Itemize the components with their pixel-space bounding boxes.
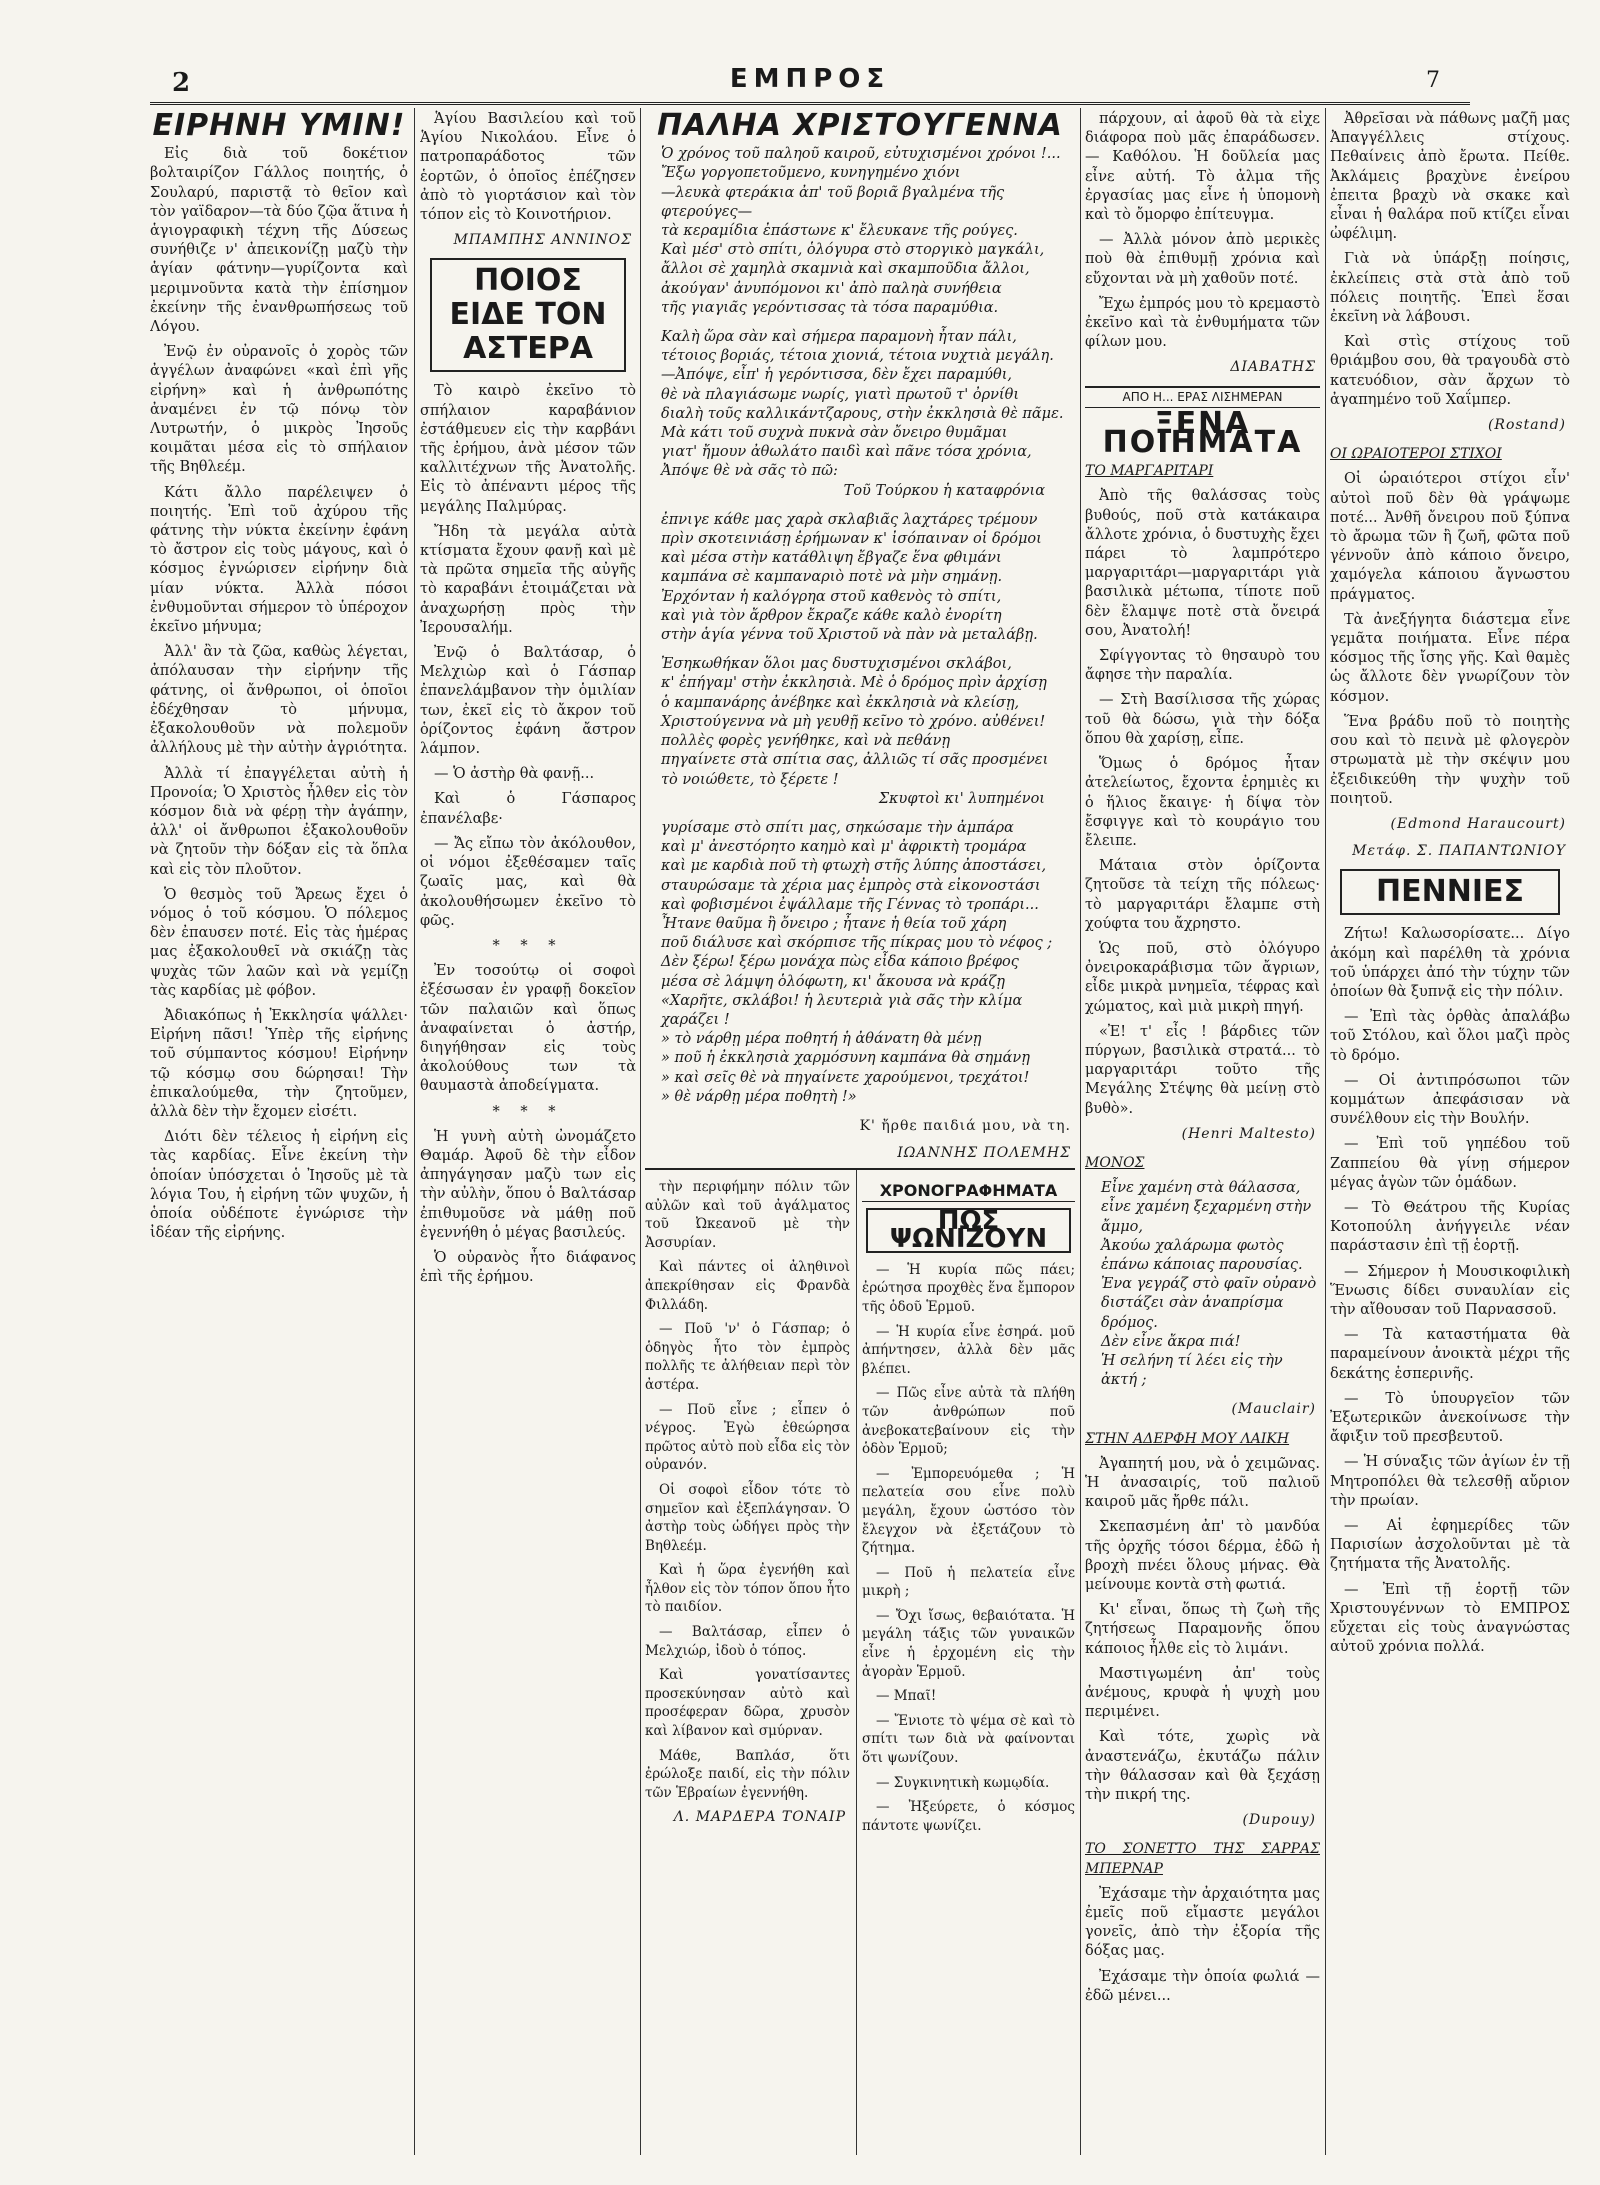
- article-paragraph: — Ἐπὶ τὰς ὁρθὰς ἀπαλάβω τοῦ Στόλου, καὶ ὅλοι μαζὶ πρὸς τὸ δρόμο.: [1330, 1009, 1570, 1064]
- article-paragraph: — Ὁ ἀστὴρ θὰ φανῇ...: [434, 766, 595, 783]
- article-paragraph: Καὶ στὶς στίχους τοῦ θριάμβου σου, θὰ τραγουδὰ στὸ κατευόδιον, σὰν ἄρχων τὸ ἀγαπημένο τοῦ Χαΐμπερ.: [1330, 334, 1570, 408]
- article-author: (Edmond Haraucourt): [1390, 815, 1566, 832]
- column-rule: [856, 1170, 857, 2155]
- article-paragraph: — Ἐπὶ τῇ ἑορτῇ τῶν Χριστουγέννων τὸ ΕΜΠΡΟΣ εὔχεται εἰς τοὺς ἀναγνώστας αὐτοῦ χρόνια πολλά.: [1330, 1581, 1570, 1656]
- article-paragraph: Διότι δὲν τέλειος ἡ εἰρήνη εἰς τὰς καρδίας. Εἶνε ἐκείνη τὴν ὁποίαν ὑπόσχεται ὁ Ἰησοῦς μὲ τὰ λόγια Του, ἡ εἰρήνη τῶν ψυχῶν, ἡ ὁποία οὐδέποτε ἐγνώρισε τὴν ἰδέαν τῆς εἰρήνης.: [150, 1129, 408, 1242]
- poem-line: καὶ με καρδιὰ ποῦ τὴ φτωχὴ στῆς λύπης ἀποστάσει,: [661, 858, 1047, 875]
- article-author: (Rostand): [1487, 417, 1566, 434]
- article-paragraph: Ἡ γυνὴ αὐτὴ ὠνομάζετο Θαμάρ. Ἀφοῦ δὲ τὴν εἶδον ἀπηγάγησαν μαζὺ των εἰς τὴν αὐλὴν, ὅπου ὁ Βαλτάσαρ ἐπιθυμοῦσε νὰ μάθῃ ποῦ ἐγεννήθη ὁ μέγας βασιλεύς.: [420, 1128, 636, 1241]
- poem-line: Τοῦ Τούρκου ἡ καταφρόνια: [843, 482, 1045, 499]
- article-paragraph: Οἱ ὡραιότεροι στίχοι εἶν' αὐτοὶ ποῦ δὲν θὰ γράψωμε ποτέ... Ἀνθῆ ὄνειρου ποῦ ξύπνα τὸ ἄρωμα τῶν ἢ ζωῆ, φῶτα ποῦ γέννοῦν ἀπὸ κάποιο ὄνειρο, χαμόγελα κάποιου ἄγνωστου πράγματος.: [1330, 471, 1570, 603]
- article-paragraph: Ἐνῷ ἐν οὐρανοῖς ὁ χορὸς τῶν ἀγγέλων ἀναφώνει «καὶ ἐπὶ γῆς εἰρήνη» καὶ ἡ ἀνθρωπότης ἀναμένει ἐν τῷ πόνῳ τὸν Λυτρωτήν, ὁ μικρὸς Ἰησοῦς κοιμᾶται μέσα εἰς τὸ σπήλαιον τῆς Βηθλεέμ.: [150, 344, 408, 476]
- article-paragraph: Ἕνα βράδυ ποῦ τὸ ποιητὴς σου καὶ τὸ πεινὰ μὲ φλογερὸν στρωματὰ μὲ τὴν σκέψιν μου ἐξειδικεύθη τὴν ψυχὴν τοῦ ποιητοῦ.: [1330, 713, 1570, 807]
- column-rule: [1080, 108, 1081, 2155]
- column-rule: [414, 108, 415, 2155]
- poem-line: τὰ κεραμίδια ἐπάστωνε κ' ἔλευκανε τῆς ρούγες.: [661, 223, 1018, 240]
- article-paragraph: — Ἄς εἴπω τὸν ἀκόλουθον, οἱ νόμοι ἐξεθέσαμεν ταῖς ζωαῖς μας, καὶ θὰ ἀκολουθήσωμεν ἐκεῖνο τὸ φῶς.: [420, 835, 636, 929]
- column-1: [150, 110, 408, 2157]
- article-paragraph: Σφίγγοντας τὸ θησαυρὸ του ἄφησε τὴν παραλία.: [1085, 648, 1320, 684]
- article-paragraph: Ἐχάσαμε τὴν ἀρχαιότητα μας ἐμεῖς ποῦ εἴμαστε μεγάλοι γονεῖς, ἀπὸ τὴν ἐξορία τῆς δόξας μας.: [1085, 1885, 1320, 1960]
- poem-line: ποῦ διάλυσε καὶ σκόρπισε τῆς πίκρας μου τὸ νέφος ;: [661, 935, 1053, 952]
- poem-title: ΜΟΝΟΣ: [1085, 1154, 1145, 1171]
- poem-line: ὁ καμπανάρης ἀνέβηκε καὶ ἐκκλησιὰ νὰ κλείσῃ,: [661, 694, 1020, 711]
- article-paragraph: Καὶ γονατίσαντες προσεκύνησαν αὐτὸ καὶ προσέφεραν δῶρα, χρυσὸν καὶ λίβανον καὶ σμύρναν.: [645, 1667, 850, 1740]
- poem-stanza: [645, 819, 1075, 1107]
- poem-line: πηγαίνετε στὰ σπίτια σας, ἀλλιῶς τί σᾶς προσμένει: [661, 752, 1049, 769]
- poem-title: ΤΟ ΜΑΡΓΑΡΙΤΑΡΙ: [1085, 463, 1214, 480]
- article-paragraph: — Μπαῖ!: [876, 1688, 937, 1705]
- separator-stars: * * *: [492, 1103, 564, 1120]
- article-paragraph: Μάθε, Βαπλάσ, ὅτι ἐρώλοξε παιδί, εἰς τὴν πόλιν τῶν Ἑβραίων ἐγεννήθη.: [645, 1747, 850, 1801]
- poem-line: γιατ' ἤμουν ἀθωλάτο παιδὶ καὶ πᾶνε τόσα χρόνια,: [661, 444, 1032, 461]
- article-paragraph: — Ποῦ εἶνε ; εἶπεν ὁ νέγρος. Ἐγὼ ἐθεώρησα πρῶτος αὐτὸ ποὺ εἶδα εἰς τὸν οὐρανόν.: [645, 1401, 850, 1474]
- poem-article: [645, 110, 1075, 1160]
- article-paragraph: Ὁ θεσμὸς τοῦ Ἄρεως ἔχει ὁ νόμος ὁ τοῦ κόσμου. Ὁ πόλεμος δὲν ἐπαυσεν ποτέ. Εἰς τὰς ἡμέρας μας ἐξακολουθεῖ νὰ σκιάζῃ τὰς ψυχὰς τῶν λαῶν καὶ νὰ γεμίζῃ τὰς καρδίας μὲ φόβον.: [150, 886, 408, 999]
- poem-line: καὶ μ' ἀνεστόρητο καημὸ καὶ μ' ἀφρικτὴ τρομάρα: [661, 839, 1027, 856]
- article-paragraph: Κάτι ἄλλο παρέλειψεν ὁ ποιητής. Ἐπὶ τοῦ ἀχύρου τῆς φάτνης τὴν νύκτα ἐκείνην ἐφάνη τὸ ἄστρον εἰς τοὺς μάγους, καὶ ὁ κόσμος ἐγνώρισεν εἰρήνην διὰ μίαν νύκτα. Ἀλλὰ πόσοι ἐνθυμοῦνται σήμερον τὸ ὑπέροχον ἐκεῖνο μήνυμα;: [150, 484, 408, 636]
- poem-line: τῆς γιαγιᾶς γερόντισσας τὰ τόσα παραμύθια.: [661, 299, 999, 316]
- separator-stars: * * *: [492, 937, 564, 954]
- article-paragraph: Ὡς ποῦ, στὸ ὀλόγυρο ὀνειροκαράβισμα τῶν ἄγριων, εἶδε μικρὰ μνημεῖα, τέφρας καὶ χώματος, καὶ μιὰ μικρὴ πηγή.: [1085, 940, 1320, 1015]
- poem-line: Μὰ κάτι τοῦ συχνὰ πυκνὰ σὰν ὄνειρο θυμᾶμαι: [661, 425, 1008, 442]
- article-paragraph: — Ἡ σύναξις τῶν ἁγίων ἐν τῇ Μητροπόλει θὰ τελεσθῇ αὔριον τὴν πρωίαν.: [1330, 1454, 1570, 1509]
- article-paragraph: Μαστιγωμένη ἀπ' τοὺς ἀνέμους, κρυφὰ ἡ ψυχὴ μου περιμένει.: [1085, 1665, 1320, 1721]
- article-paragraph: πάρχουν, αἱ ἀφοῦ θὰ τὰ εἶχε διάφορα ποὺ μᾶς ἐπαράδωσεν. — Καθόλου. Ἡ δοῦλεία μας εἶνε αὐτή. Τὸ ἀλμα τῆς ἐργασίας μας εἶνε ἡ ὑπομονὴ καὶ τὸ ὄμορφο ἐπίτευγμα.: [1085, 111, 1320, 224]
- poem-line: ἐπάνω κάποιας παρουσίας.: [1101, 1256, 1303, 1273]
- poem-line: «Χαρῆτε, σκλάβοι! ἡ λευτεριὰ γιὰ σᾶς τὴν κλίμα χαράζει !: [661, 992, 1023, 1028]
- article-paragraph: Ἀγαπητή μου, νὰ ὁ χειμῶνας. Ἡ ἀνασαιρίς, τοῦ παλιοῦ καιροῦ μᾶς ἤρθε πάλι.: [1085, 1455, 1320, 1511]
- article-paragraph: Ἀδιακόπως ἡ Ἐκκλησία ψάλλει· Εἰρήνη πᾶσι! Ὑπὲρ τῆς εἰρήνης τοῦ σύμπαντος κόσμου! Εἰρήνην τῷ κόσμῳ σου δώρησαι! Τὴν ἐπικαλούμεθα, τὴν ζητοῦμεν, ἀλλὰ δὲν τὴν ἔχομεν εἰσέτι.: [150, 1007, 408, 1120]
- article-paragraph: Καὶ πάντες οἱ ἀληθινοὶ ἀπεκρίθησαν εἰς Φρανδὰ Φιλλάδη.: [645, 1259, 850, 1313]
- poem-line: τὸ νοιώθετε, τὸ ξέρετε !: [661, 771, 839, 788]
- article-paragraph: Ἐν τοσούτῳ οἱ σοφοὶ ἐξέσωσαν ἐν γραφῇ δοκεῖον τῶν παλαιῶν καὶ ὅπως ἀναφαίνεται ὁ ἀστήρ, διηγήθησαν εἰς τοὺς ἀκολούθους των τὰ θαυμαστὰ ἀποδείγματα.: [420, 963, 636, 1095]
- poem-line: σταυρώσαμε τὰ χέρια μας ἐμπρὸς στὰ εἰκονοστάσι: [661, 877, 1041, 894]
- article-paragraph: — Βαλτάσαρ, εἶπεν ὁ Μελχιώρ, ἰδοὺ ὁ τόπος.: [645, 1624, 850, 1659]
- corner-mark: 7: [1426, 68, 1440, 93]
- article-paragraph: Ὅμως ὁ δρόμος ἦταν ἀτελείωτος, ἔχοντα ἐρημιὲς κι ὁ ἥλιος ἔκαιγε· ἡ δίψα τὸν ἔσφιγγε καὶ τὸ κουράγιο του ἔλειπε.: [1085, 756, 1320, 849]
- article-paragraph: Ἀλλὰ τί ἐπαγγέλεται αὐτὴ ἡ Προνοία; Ὁ Χριστὸς ἦλθεν εἰς τὸν κόσμον διὰ νὰ φέρῃ τὴν ἀγάπην, ἀλλ' οἱ ἄνθρωποι ἐξακολουθοῦν νὰ ζητοῦν τὴν δόξαν εἰς τὰ ὅπλα καὶ εἰς τὸν πλοῦτον.: [150, 765, 408, 878]
- article-paragraph: Μάταια στὸν ὁρίζοντα ζητοῦσε τὰ τείχη τῆς πόλεως· τὸ μαργαριτάρι ἔλαμπε στὴ χούφτα του ἄχρηστο.: [1085, 858, 1320, 932]
- poem-line: Ἐρχόνταν ἡ καλόγρηα στοῦ καθενὸς τὸ σπίτι,: [661, 588, 1002, 605]
- poem-line: γυρίσαμε στὸ σπίτι μας, σηκώσαμε τὴν ἀμπάρα: [661, 819, 1014, 836]
- article-paragraph: — Ἡ κυρία πῶς πάει; ἐρώτησα προχθὲς ἕνα ἔμπορον τῆς ὁδοῦ Ἑρμοῦ.: [862, 1261, 1075, 1315]
- article-paragraph: Ζήτω! Καλωσορίσατε... Δίγο ἀκόμη καὶ παρέλθη τὰ χρόνια τοῦ ὑπάρχει ἀπό τὴν τύχην τῶν ὁποίων θὰ ξυπνᾷ εἰς τὴν πόλιν.: [1330, 926, 1570, 1000]
- column-2: [420, 110, 636, 2157]
- poem-line: θὲ νὰ πλαγιάσωμε νωρίς, γιατὶ πρωτοῦ τ' ὀρνίθι: [661, 386, 1020, 403]
- article-paragraph: — Αἱ ἐφημερίδες τῶν Παρισίων ἀσχολοῦνται μὲ τὰ ζητήματα τῆς Ἀνατολῆς.: [1330, 1518, 1570, 1573]
- article-paragraph: Ἔχω ἐμπρός μου τὸ κρεμαστὸ ἐκεῖνο καὶ τὰ ἐνθυμήματα τῶν φίλων μου.: [1085, 295, 1320, 351]
- poem-line: στὴν ἁγία γέννα τοῦ Χριστοῦ νὰ πὰν νὰ μεταλάβῃ.: [661, 627, 1038, 644]
- article-author: (Dupouy): [1242, 1812, 1316, 1829]
- article-paragraph: — Ὄχι ἴσως, θεβαιότατα. Ἡ μεγάλη τάξις τῶν γυναικῶν εἶνε ἡ ἐρχομένη εἰς τὴν ἀγορὰν Ἑρμοῦ.: [862, 1607, 1075, 1680]
- article-paragraph: Ἀθρεῖσαι νὰ πάθωνς μαζῆ μας Ἀπαγγέλλεις στίχους. Πεθαίνεις ἀπὸ ἔρωτα. Πείθε. Ἀκλάμεις βραχὺνε ἐνείρου ἐπειτα βραχὺ νὰ σκακε καὶ εἶναι ἡ θαλάρα ποῦ κτίζει εἶναι ὠφέλιμη.: [1330, 111, 1570, 243]
- poem-line: ἀκούγαν' ἀνυπόμονοι κι' ἀπὸ παληὰ συνήθεια: [661, 280, 1002, 297]
- article-paragraph: Καὶ ἡ ὥρα ἐγενήθη καὶ ἦλθον εἰς τὸν τόπον ὅπου ἦτο τὸ παιδίον.: [645, 1562, 850, 1616]
- article-paragraph: — Ἐμπορευόμεθα ; Ἡ πελατεία σου εἶνε πολὺ μεγάλη, ἔχουν ὡστόσο τὸν ἔλεγχον νὰ ἐξετάζουν τὸ ζήτημα.: [862, 1465, 1075, 1557]
- poem-line: » ποῦ ἡ ἐκκλησιὰ χαρμόσυνη καμπάνα θὰ σημάνῃ: [661, 1050, 1030, 1067]
- article-paragraph: — Τὸ Θεάτρου τῆς Κυρίας Κοτοπούλη ἀνήγγειλε νέαν παράστασιν ἐπὶ τῇ ἑορτῇ.: [1330, 1199, 1570, 1255]
- poem-line: Ἦτανε θαῦμα ἢ ὄνειρο ; ἦτανε ἡ θεία τοῦ χάρη: [661, 915, 1007, 932]
- poem-line: » τὸ νάρθῃ μέρα ποθητή ἡ ἀθάνατη θὰ μένῃ: [661, 1031, 982, 1048]
- poem-stanza: [1085, 1179, 1320, 1390]
- article-paragraph: — Ἐπὶ τοῦ γηπέδου τοῦ Ζαππείου θὰ γίνῃ σήμερον μέγας ἀγὼν τῶν ὁμάδων.: [1330, 1136, 1570, 1191]
- poem-line: Καὶ μέσ' στὸ σπίτι, ὁλόγυρα στὸ στοργικὸ μαγκάλι,: [661, 242, 1045, 259]
- article-paragraph: Ἀπὸ τῆς θαλάσσας τοὺς βυθούς, ποῦ στὰ κατάκαιρα ἄλλοτε χρόνια, ὁ δυστυχὴς ἔχει πάρει τὸ λαμπρότερο μαργαριτάρι—μαργαριτάρι γιὰ βασιλικὰ μέτωπα, τίποτε ποῦ δὲν ἔλαμψε ποτὲ στὰ ὄνειρά σου, Ἀνατολή!: [1085, 488, 1320, 639]
- article-paragraph: Ἁγίου Βασιλείου καὶ τοῦ Ἁγίου Νικολάου. Εἶνε ὁ πατροπαράδοτος τῶν ἑορτῶν, ὁ ὁποῖος ἐπέζησεν ἀπὸ τὸ γιορτάσιον καὶ τὸν τόπον εἰς τὸ Κοινοτήριον.: [420, 111, 636, 224]
- poem-line: μέσα σὲ λάμψη ὁλόφωτη, κι' ἄκουσα νὰ κράζῃ: [661, 973, 1005, 990]
- poem-line: Ἀκούω χαλάρωμα φωτὸς: [1101, 1237, 1284, 1254]
- poem-line: πολλὲς φορὲς γενήθηκε, καὶ νὰ πεθάνῃ: [661, 733, 951, 750]
- poem-line: πρὶν σκοτεινιάσῃ ἐρήμωναν κ' ἰσόπαιναν οἱ δρόμοι: [661, 531, 1042, 548]
- article-paragraph: Τὸ καιρὸ ἐκεῖνο τὸ σπήλαιον καραβάνιον ἐστάθμευεν εἰς τὴν καρβάνι τῆς ἐρήμου, ἀνὰ μέσον τῶν καλλιτέχνων τῆς Ἀνατολῆς. Εἰς τὸ ἀπέναντι μέρος τῆς μεγάλης Παλμύρας.: [420, 383, 636, 515]
- column-5: [1330, 110, 1570, 2157]
- poem-line: Ἐσηκωθήκαν ὅλοι μας δυστυχισμένοι σκλάβοι,: [661, 656, 1012, 673]
- poem-line: —λευκὰ φτεράκια ἀπ' τοῦ βοριᾶ βγαλμένα τῆς φτερούγες—: [661, 184, 1005, 220]
- article-paragraph: Ἤδη τὰ μεγάλα αὐτὰ κτίσματα ἔχουν φανῇ καὶ μὲ τὰ πρῶτα σημεῖα τῆς αὐγῆς τὸ καραβάνι ἑτοιμάζεται νὰ ἀναχωρήσῃ πρὸς τὴν Ἰερουσαλήμ.: [420, 523, 636, 636]
- article-author: (Henri Maltesto): [1181, 1125, 1316, 1142]
- masthead: [150, 62, 1470, 105]
- section-divider: [645, 1168, 1075, 1170]
- poem-line: Ἡ σελήνη τί λέει εἰς τὴν ἀκτή ;: [1101, 1352, 1283, 1389]
- article-paragraph: — Τὸ ὑπουργεῖον τῶν Ἐξωτερικῶν ἀνεκοίνωσε τὴν ἄφιξιν τοῦ πρεσβευτοῦ.: [1330, 1390, 1570, 1446]
- article-author: Λ. ΜΑΡΔΕΡΑ ΤΟΝΑΙΡ: [673, 1809, 846, 1826]
- article-paragraph: Εἰς διὰ τοῦ δοκέτιον βολταιρίζον Γάλλος ποιητής, ὁ Σουλαρύ, παριστᾷ τὸ θεῖον καὶ τὸν γαϊδαρον—τὰ δύο ζῷα ἅτινα ἡ ἁγιογραφικὴ τέχνη τῆς Δύσεως συνήθιζε ν' ἀπεικονίζῃ μαζὺ τὴν ἁγίαν φάτνην—γυρίζοντα καὶ μεριμνοῦντα κατὰ τὴν ἐπίσημον ἐκείνην τῆς ἐνανθρωπήσεως τοῦ Λόγου.: [150, 146, 408, 336]
- article-paragraph: — Ποῦ 'ν' ὁ Γάσπαρ; ὁ ὁδηγὸς ἦτο τὸν ἐμπρὸς πολλῆς τε ἀλήθειαν περὶ τὸν ἀστέρα.: [645, 1321, 850, 1393]
- article-title: ΠΕΝΝΙΕΣ: [1340, 869, 1560, 915]
- poem-line: Ἀπόψε θὲ νὰ σᾶς τὸ πῶ:: [661, 463, 838, 480]
- article-paragraph: — Ἡ κυρία εἶνε ἐσηρά. μοῦ ἀπήντησεν, ἀλλὰ δὲν μᾶς βλέπει.: [862, 1323, 1075, 1377]
- article-paragraph: Ὁ οὐρανὸς ἦτο διάφανος ἐπὶ τῆς ἐρήμου.: [420, 1249, 636, 1286]
- article-paragraph: — Συγκινητικὴ κωμῳδία.: [876, 1774, 1050, 1791]
- article-paragraph: — Ἔνιοτε τὸ ψέμα σὲ καὶ τὸ σπίτι των διὰ νὰ φαίνονται ὅτι ψωνίζουν.: [862, 1712, 1075, 1767]
- poem-title: ΣΤΗΝ ΑΔΕΡΦΗ ΜΟΥ ΛΑΙΚΗ: [1085, 1430, 1290, 1447]
- article-paragraph: — Στὴ Βασίλισσα τῆς χώρας τοῦ θὰ δώσω, γιὰ τὴν δόξα ὅπου θὰ χαρίσῃ, εἶπε.: [1085, 692, 1320, 747]
- article-title: ΠΑΛΗΑ ΧΡΙΣΤΟΥΓΕΝΝΑ: [657, 110, 1063, 143]
- poem-line: καὶ φοβισμένοι ἐψάλλαμε τῆς Γέννας τὸ τροπάρι...: [661, 896, 1039, 913]
- article-author: ΙΩΑΝΝΗΣ ΠΟΛΕΜΗΣ: [897, 1145, 1071, 1160]
- poem-stanza: [645, 655, 1075, 809]
- article-paragraph: «Ἐ! τ' εἶς ! βάρδιες τῶν πύργων, βασιλικὰ στρατά... τὸ μαργαριτάρι τοῦτο τῆς Μεγάλης Στέψης θὰ μείνῃ στὸ βυθὸ».: [1085, 1023, 1320, 1117]
- article-title: ΠΟΙΟΣ ΕΙΔΕ ΤΟΝ ΑΣΤΕΡΑ: [430, 258, 626, 372]
- poem-line: Σκυφτοὶ κι' λυπημένοι: [878, 790, 1045, 807]
- poem-line: Δὲν εἶνε ἄκρα πιά!: [1101, 1333, 1241, 1350]
- poem-line: εἶνε χαμένη ξεχαρμένη στὴν ἄμμο,: [1101, 1199, 1312, 1235]
- article-paragraph: — Σήμερον ἡ Μουσικοφιλικὴ Ἕνωσις δίδει συναυλίαν εἰς τὴν αἴθουσαν τοῦ Παρνασσοῦ.: [1330, 1263, 1570, 1318]
- article-translator: Μετάφ. Σ. ΠΑΠΑΝΤΩΝΙΟΥ: [1352, 843, 1566, 860]
- article-paragraph: τὴν περιφήμην πόλιν τῶν αὐλῶν καὶ τοῦ ἀγάλματος τοῦ Ὠκεανοῦ μὲ τὴν Ἀσσυρίαν.: [645, 1179, 850, 1251]
- article-paragraph: Οἱ σοφοὶ εἶδον τότε τὸ σημεῖον καὶ ἐξεπλάγησαν. Ὁ ἀστὴρ τοὺς ὡδήγει πρὸς τὴν Βηθλεέμ.: [645, 1481, 850, 1554]
- poem-line: καμπάνα σὲ καμπαναριὸ ποτὲ νὰ μὴν σημάνῃ.: [661, 569, 1003, 586]
- article-paragraph: — Ἠξεύρετε, ὁ κόσμος πάντοτε ψωνίζει.: [862, 1799, 1075, 1834]
- article-paragraph: — Οἱ ἀντιπρόσωποι τῶν κομμάτων ἀπεφάσισαν νὰ συνέλθουν εἰς τὴν Βουλήν.: [1330, 1072, 1570, 1128]
- poem-line: Καλὴ ὥρα σὰν καὶ σήμερα παραμονὴ ἦταν πάλι,: [661, 329, 1017, 346]
- article-paragraph: Τὰ ἀνεξήγητα διάστεμα εἶνε γεμᾶτα ποιήματα. Εἶνε πέρα κόσμος τῆς ἴσης γῆς. Καὶ θαμὲς ὡς ἄλλοτε δὲν γνωρίζουν τὸν κόσμον.: [1330, 611, 1570, 705]
- poem-line: ἄλλοι σὲ χαμηλὰ σκαμνιὰ καὶ σκαμποῦδια ἄλλοι,: [661, 261, 1030, 278]
- article-paragraph: Ἐχάσαμε τὴν ὁποία φωλιά — ἐδῶ μένει...: [1085, 1968, 1320, 2004]
- section-header: ΧΡΟΝΟΓΡΑΦΗΜΑΤΑ: [862, 1182, 1075, 1202]
- poem-line: Ὁ χρόνος τοῦ παληοῦ καιροῦ, εὐτυχισμένοι χρόνοι !...: [661, 146, 1061, 163]
- poem-line: Ἔξω γοργοπετοῦμενο, κυνηγημένο χιόνι: [661, 165, 961, 182]
- poem-line: Δὲν ξέρω! ξέρω μονάχα πὼς εἶδα κάποιο βρέφος: [661, 954, 1019, 971]
- article-paragraph: Ἀλλ' ἂν τὰ ζῶα, καθὼς λέγεται, ἀπόλαυσαν τὴν εἰρήνην τῆς φάτνης, οἱ ἄνθρωποι, οἱ ὁποῖοι ἐδέχθησαν τὸ μήνυμα, ἐξακολουθοῦν νὰ πολεμοῦν ἀλλήλους μὲ τὴν αὐτὴν ἀγριότητα.: [150, 644, 408, 757]
- poem-line: —Ἀπόψε, εἶπ' ἡ γερόντισσα, δὲν ἔχει παραμύθι,: [661, 367, 1012, 384]
- column-rule: [1325, 108, 1326, 2155]
- poem-stanza: [645, 145, 1075, 318]
- poem-line: ἐπνιγε κάθε μας χαρὰ σκλαβιᾶς λαχτάρες τρέμουν: [661, 511, 1038, 528]
- article-author: ΜΠΑΜΠΗΣ ΑΝΝΙΝΟΣ: [453, 232, 632, 249]
- poem-line: κ' ἐπήγαμ' στὴν ἐκκλησιὰ. Μὲ ὁ δρόμος πρὶν ἀρχίσῃ: [661, 675, 1047, 692]
- article-paragraph: — Ἀλλὰ μόνον ἀπὸ μερικὲς ποὺ θὰ ἐπιθυμῇ χρόνια καὶ εὔχονται νὰ μὴ χαθοῦν ποτέ.: [1085, 232, 1320, 287]
- poem-line: καὶ μέσα στὴν κατάθλιψη ἔβγαζε ἕνα φθιμάνι: [661, 550, 1002, 567]
- poem-line: Εἶνε χαμένη στὰ θάλασσα,: [1101, 1180, 1301, 1197]
- article-paragraph: Σκεπασμένη ἀπ' τὸ μανδύα τῆς ὀρχῆς τόσοι δέρμα, ἐδῶ ἡ βροχὴ πνέει ὅλους μήνας. Θὰ μείνουμε κοντὰ στὴ φωτιά.: [1085, 1519, 1320, 1594]
- poem-line: Ἐνα γεγράζ στὸ φαῖν οὐρανὸ: [1101, 1276, 1317, 1293]
- article-paragraph: — Ποῦ ἡ πελατεία εἶνε μικρὴ ;: [862, 1564, 1075, 1600]
- poem-stanza: [645, 328, 1075, 501]
- column-3-lower-left: [645, 1178, 850, 2157]
- poem-line: » θὲ νάρθῃ μέρα ποθητὴ !»: [661, 1088, 857, 1105]
- article-paragraph: Καὶ τότε, χωρὶς νὰ ἀναστενάζω, ἐκυτάζω πάλιν τὴν θάλασσαν καὶ θὰ ξεχάσῃ τὴν πικρή της.: [1085, 1729, 1320, 1804]
- article-paragraph: Καὶ ὁ Γάσπαρος ἐπανέλαβε·: [420, 791, 636, 827]
- poem-closing: Κ' ἤρθε παιδιά μου, νὰ τη.: [859, 1117, 1071, 1134]
- poem-title: ΟΙ ΩΡΑΙΟΤΕΡΟΙ ΣΤΙΧΟΙ: [1330, 446, 1502, 463]
- poem-line: Χριστούγεννα νὰ μὴ γευθῇ κεῖνο τὸ χρόνο. αὐθένει!: [661, 713, 1046, 730]
- poem-title: ΤΟ ΣΟΝΕΤΤΟ ΤΗΣ ΣΑΡΡΑΣ ΜΠΕΡΝΑΡ: [1085, 1841, 1320, 1877]
- poem-line: καὶ γιὰ τὸν ἄρθρον ἔκραζε κάθε καλὸ ἐνορίτη: [661, 607, 1002, 624]
- article-paragraph: Γιὰ νὰ ὑπάρξῃ ποίησις, ἐκλείπεις στὰ στὰ ἀπὸ τοῦ πόλεις ποιητῆς. Ἐπεὶ ἕσαι ἐκεῖνη νὰ λάβουσι.: [1330, 251, 1570, 326]
- poem-line: » καὶ σεῖς θὲ νὰ πηγαίνετε χαρούμενοι, τρεχάτοι!: [661, 1069, 1030, 1086]
- section-kicker: ΑΠΟ Η... ΕΡΑΣ ΛΙΣΗΜΕΡΑΝ: [1085, 386, 1320, 408]
- poem-stanza: [645, 511, 1075, 645]
- poem-line: διαλὴ τοῦς καλλικάντζαρους, στὴν ἐκκλησιὰ θὲ πᾶμε.: [661, 405, 1064, 422]
- article-paragraph: — Τὰ καταστήματα θὰ παραμείνουν ἀνοικτὰ μέχρι τῆς δεκάτης ἑσπερινῆς.: [1330, 1327, 1570, 1382]
- page-number: 2: [172, 68, 191, 98]
- column-3-lower-right: [862, 1178, 1075, 2157]
- article-paragraph: Κι' εἶναι, ὅπως τὴ ζωὴ τῆς ζητήσεως Παραμονῆς ὅπου κάποιος ἦλθε εἰς τὸ λιμάνι.: [1085, 1602, 1320, 1657]
- poem-line: διστάζει σὰν ἀναπρίσμα δρόμος.: [1101, 1295, 1284, 1331]
- poem-line: τέτοιος βοριάς, τέτοια χιονιά, τέτοια νυχτιὰ μεγάλη.: [661, 348, 1054, 365]
- section-title: ΞΕΝΑ ΠΟΙΗΜΑΤΑ: [1102, 405, 1303, 461]
- article-author: ΔΙΑΒΑΤΗΣ: [1230, 359, 1316, 376]
- article-title: ΕΙΡΗΝΗ ΥΜΙΝ!: [152, 110, 406, 143]
- article-title: ΠΩΣ ΨΩΝΙΖΟΥΝ: [866, 1208, 1071, 1253]
- column-rule: [640, 108, 641, 2155]
- article-paragraph: — Πῶς εἶνε αὐτὰ τὰ πλήθη τῶν ἀνθρώπων ποῦ ἀνεβοκατεβαίνουν εἰς τὴν ὁδὸν Ἑρμοῦ;: [862, 1385, 1075, 1458]
- column-4: [1085, 110, 1320, 2157]
- newspaper-name: ΕΜΠΡΟΣ: [729, 64, 891, 94]
- article-paragraph: Ἐνῷ ὁ Βαλτάσαρ, ὁ Μελχιὼρ καὶ ὁ Γάσπαρ ἐπανελάμβανον τὴν ὁμιλίαν των, ἐκεῖ εἰς τὸ ἄκρον τοῦ ὁρίζοντος ἐφάνη ἄστρον λάμπον.: [420, 645, 636, 758]
- article-author: (Mauclair): [1231, 1401, 1316, 1418]
